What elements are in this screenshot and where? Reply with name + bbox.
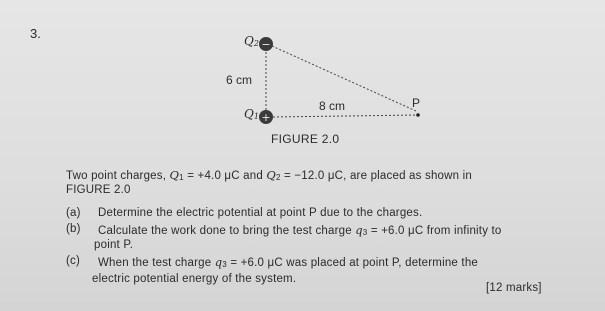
part-a-label: (a) <box>66 207 81 219</box>
q2-label: Q2 <box>244 34 259 48</box>
q2-sign: − <box>261 38 271 51</box>
horizontal-dashed-line <box>273 115 418 117</box>
part-c-label: (c) <box>66 255 81 267</box>
part-b-text-continued: point P. <box>94 239 134 251</box>
figure-caption: FIGURE 2.0 <box>271 132 340 146</box>
vertical-distance-label: 6 cm <box>226 73 253 87</box>
part-b-text: Calculate the work done to bring the test charge q3 = +6.0 μC from infinity to <box>98 223 502 237</box>
part-c-text-continued: electric potential energy of the system. <box>92 273 297 285</box>
horizontal-distance-label: 8 cm <box>319 99 346 113</box>
part-c-text: When the test charge q3 = +6.0 μC was placed at point P, determine the <box>98 255 479 269</box>
question-number: 3. <box>30 26 41 41</box>
intro-line-2: FIGURE 2.0 <box>66 184 131 196</box>
q1-sign: + <box>261 111 271 124</box>
marks-label: [12 marks] <box>486 282 542 294</box>
part-a-text: Determine the electric potential at point P due to the charges. <box>98 207 423 219</box>
intro-line-1: Two point charges, Q1 = +4.0 μC and Q2 = −12.0 μC, are placed as shown in <box>66 168 472 182</box>
charge-diagram <box>0 0 605 150</box>
part-b-label: (b) <box>66 223 81 235</box>
point-p-dot <box>416 113 420 117</box>
q1-label: Q1 <box>244 107 259 121</box>
point-p-label: P <box>412 96 421 110</box>
